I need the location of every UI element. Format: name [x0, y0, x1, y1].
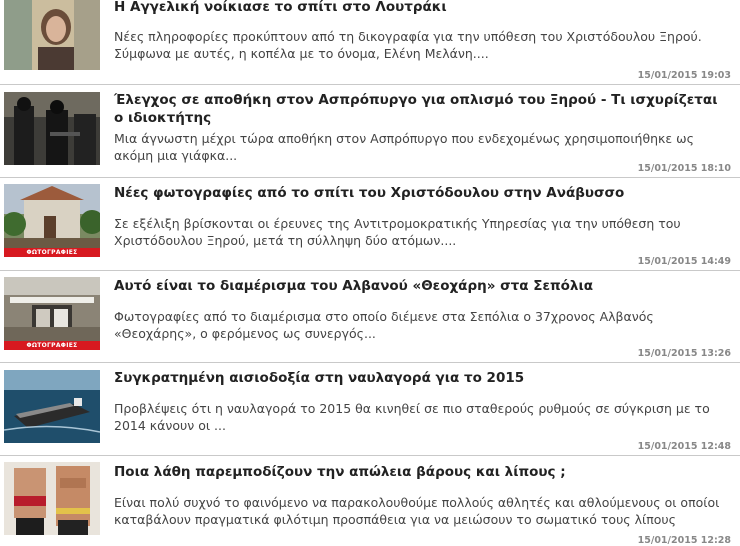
article-date: 15/01/2015 13:26 [637, 348, 731, 359]
article-title[interactable]: Συγκρατημένη αισιοδοξία στη ναυλαγορά για το 2015 [114, 370, 525, 386]
woman-portrait-image [4, 0, 100, 70]
article-date: 15/01/2015 12:28 [637, 535, 731, 546]
list-item [0, 85, 740, 178]
article-excerpt: Είναι πολύ συχνό το φαινόμενο να παρακολουθούμε πολλούς αθλητές και αθλούμενους οι οποίοι καταβάλουν πραγματικά φιλότιμη προσπάθεια για να μειώσουν το σωματικό τους λίπους [114, 495, 720, 527]
list-item [0, 363, 740, 456]
article-excerpt: Νέες πληροφορίες προκύπτουν από τη δικογραφία για την υπόθεση του Χριστόδουλου Ξηρού. Σύμφωνα με αυτές, η κοπέλα με το όνομα, Ελένη Μελάνη.... [114, 29, 702, 61]
article-thumbnail[interactable] [4, 462, 100, 535]
list-item [0, 178, 740, 271]
article-excerpt: Μια άγνωστη μέχρι τώρα αποθήκη στον Ασπρόπυργο που ενδεχομένως χρησιμοποιήθηκε ως ακόμη μια γιάφκα... [114, 131, 694, 163]
fitness-image [4, 462, 100, 535]
police-officers-image [4, 92, 100, 165]
article-date: 15/01/2015 14:49 [637, 256, 731, 267]
photos-badge: ΦΩΤΟΓΡΑΦΙΕΣ [4, 248, 100, 257]
article-title[interactable]: Έλεγχος σε αποθήκη στον Ασπρόπυργο για οπλισμό του Ξηρού - Τι ισχυρίζεται ο ιδιοκτήτης [114, 92, 718, 126]
article-thumbnail[interactable] [4, 277, 100, 350]
apartment-photo-image [4, 277, 100, 350]
list-item [0, 456, 740, 546]
list-item [0, 271, 740, 363]
article-thumbnail[interactable] [4, 370, 100, 443]
article-excerpt: Φωτογραφίες από το διαμέρισμα στο οποίο διέμενε στα Σεπόλια ο 37χρονος Αλβανός «Θεοχάρης», ο φερόμενος ως συνεργός... [114, 309, 654, 341]
article-thumbnail[interactable] [4, 0, 100, 70]
article-excerpt: Σε εξέλιξη βρίσκονται οι έρευνες της Αντιτρομοκρατικής Υπηρεσίας για την υπόθεση του Χριστόδουλου Ξηρού, μετά τη σύλληψη δύο ατόμων.... [114, 216, 681, 248]
article-title[interactable]: Αυτό είναι το διαμέρισμα του Αλβανού «Θεοχάρη» στα Σεπόλια [114, 278, 594, 294]
article-thumbnail[interactable] [4, 184, 100, 257]
article-thumbnail[interactable] [4, 92, 100, 165]
article-date: 15/01/2015 19:03 [637, 70, 731, 81]
article-date: 15/01/2015 12:48 [637, 441, 731, 452]
list-item [0, 0, 740, 85]
article-title[interactable]: Ποια λάθη παρεμποδίζουν την απώλεια βάρους και λίπους ; [114, 464, 566, 480]
house-photo-image [4, 184, 100, 257]
article-title[interactable]: Νέες φωτογραφίες από το σπίτι του Χριστόδουλου στην Ανάβυσσο [114, 185, 625, 201]
photos-badge: ΦΩΤΟΓΡΑΦΙΕΣ [4, 341, 100, 350]
cargo-ship-image [4, 370, 100, 443]
article-title[interactable]: Η Αγγελική νοίκιασε το σπίτι στο Λουτράκι [114, 0, 447, 15]
article-date: 15/01/2015 18:10 [637, 163, 731, 174]
article-excerpt: Προβλέψεις ότι η ναυλαγορά το 2015 θα κινηθεί σε πιο σταθερούς ρυθμούς σε σύγκριση με το 2014 κάνουν οι ... [114, 401, 710, 433]
